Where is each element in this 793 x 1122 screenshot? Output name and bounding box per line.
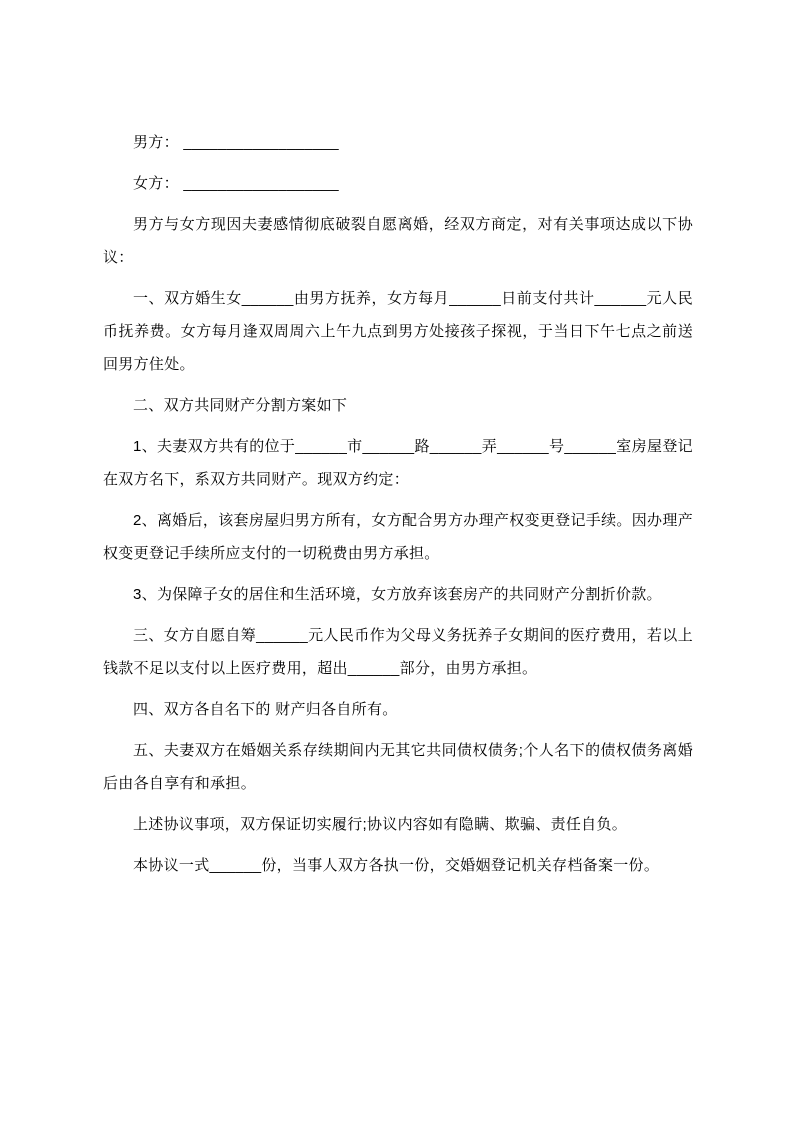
commitment-paragraph: 上述协议事项，双方保证切实履行;协议内容如有隐瞒、欺骗、责任自负。 (133, 816, 628, 833)
preamble-paragraph: 男方与女方现因夫妻感情彻底破裂自愿离婚，经双方商定，对有关事项达成以下协议： (103, 216, 693, 266)
clause-1-custody: 一、双方婚生女______由男方抚养，女方每月______日前支付共计______元人民币抚养费。女方每月逢双周周六上午九点到男方处接孩子探视，于当日下午七点之前送回男方住处。 (103, 290, 693, 373)
husband-name-line: 男方： __________________ (133, 134, 339, 151)
clause-5-debts: 五、夫妻双方在婚姻关系存续期间内无其它共同债权债务;个人名下的债权债务离婚后由各自享有和承担。 (103, 742, 693, 792)
clause-4-separate-property: 四、双方各自名下的 财产归各自所有。 (133, 701, 398, 718)
wife-name-line: 女方： __________________ (133, 175, 339, 192)
clause-2-heading: 二、双方共同财产分割方案如下 (133, 397, 348, 414)
clause-2-item-3-waiver: 3、为保障子女的居住和生活环境，女方放弃该套房产的共同财产分割折价款。 (133, 586, 662, 603)
clause-3-medical-fund: 三、女方自愿自筹______元人民币作为父母义务抚养子女期间的医疗费用，若以上钱款不足以支付以上医疗费用，超出______部分，由男方承担。 (103, 627, 693, 677)
clause-2-item-2-transfer: 2、离婚后，该套房屋归男方所有，女方配合男方办理产权变更登记手续。因办理产权变更登记手续所应支付的一切税费由男方承担。 (103, 512, 693, 562)
copies-paragraph: 本协议一式______份，当事人双方各执一份，交婚姻登记机关存档备案一份。 (133, 857, 660, 874)
clause-2-item-1-house: 1、夫妻双方共有的位于______市______路______弄______号______室房屋登记在双方名下，系双方共同财产。现双方约定： (103, 438, 693, 488)
